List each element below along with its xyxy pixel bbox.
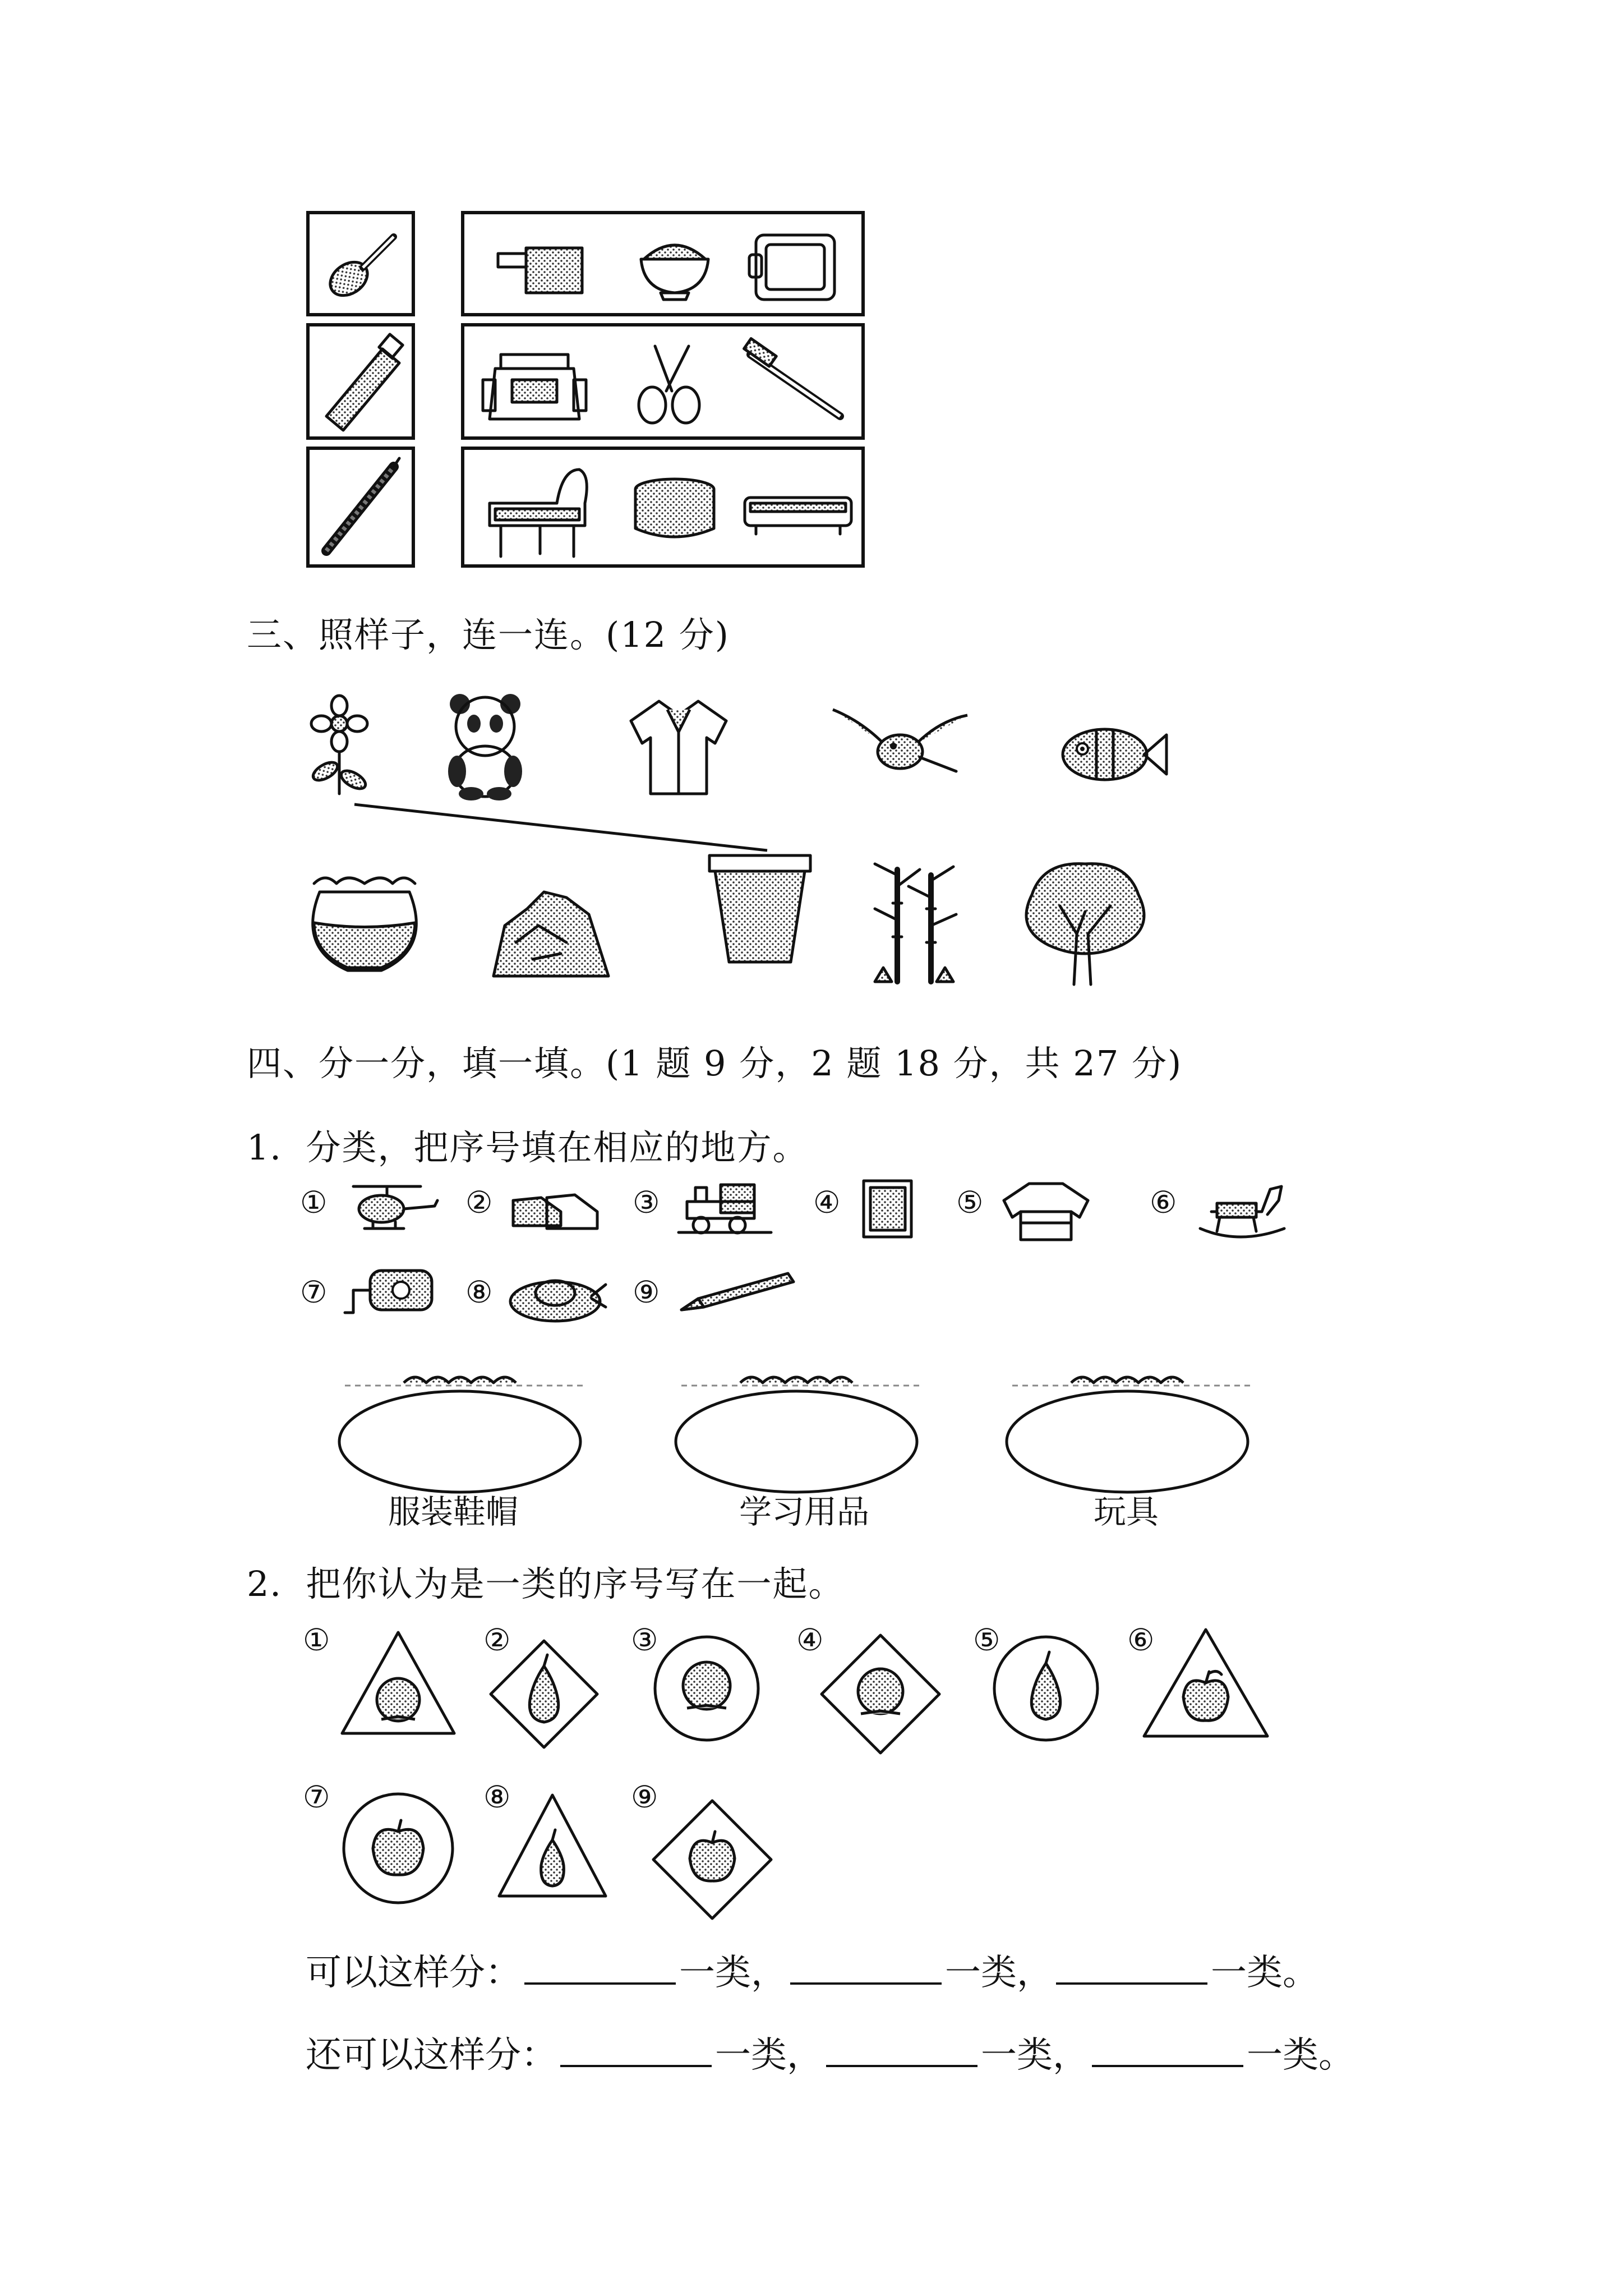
q1-item-number: ②	[465, 1185, 493, 1220]
q2-item-number: ③	[631, 1622, 658, 1658]
circle-pear-icon[interactable]	[990, 1632, 1102, 1745]
diamond-peach-icon[interactable]	[819, 1632, 942, 1756]
q2-item-number: ⑨	[631, 1779, 658, 1815]
answer-end: 一类。	[1211, 1952, 1318, 1994]
q2-item-number: ②	[483, 1622, 511, 1658]
circle-apple-icon[interactable]	[339, 1789, 457, 1907]
circle-peach-icon[interactable]	[651, 1632, 763, 1745]
diamond-apple-icon[interactable]	[651, 1798, 774, 1921]
answer-blank[interactable]	[790, 1953, 942, 1985]
fishbowl-icon[interactable]	[303, 869, 426, 982]
book-icon[interactable]	[858, 1175, 920, 1243]
answer-prefix: 可以这样分：	[306, 1952, 521, 1994]
answer-blank[interactable]	[1056, 1953, 1207, 1985]
basket-label: 玩具	[1094, 1493, 1159, 1531]
rock-icon[interactable]	[482, 875, 617, 982]
shoes-icon[interactable]	[508, 1181, 603, 1237]
helicopter-icon[interactable]	[342, 1178, 443, 1240]
answer-sep: 一类，	[945, 1952, 1053, 1994]
basket-clothing[interactable]	[336, 1358, 594, 1498]
triangle-apple-icon[interactable]	[1138, 1624, 1273, 1742]
section4-title: 四、分一分，填一填。(1 题 9 分，2 题 18 分，共 27 分)	[247, 1043, 1183, 1084]
answer-prefix: 还可以这样分：	[306, 2035, 557, 2076]
q2-item-number: ⑧	[483, 1779, 511, 1815]
q1-item-number: ③	[633, 1185, 660, 1220]
basket-school-supplies[interactable]	[673, 1358, 931, 1498]
triangle-peach-icon[interactable]	[336, 1627, 460, 1739]
q1-title: 1．分类，把序号填在相应的地方。	[247, 1127, 809, 1168]
answer-blank[interactable]	[560, 2036, 712, 2067]
answer-end: 一类。	[1247, 2035, 1354, 2076]
answer-blank[interactable]	[1092, 2036, 1243, 2067]
basket-label: 服装鞋帽	[388, 1493, 519, 1531]
triangle-pear-icon[interactable]	[494, 1789, 611, 1902]
sweater-icon[interactable]	[998, 1178, 1094, 1245]
tree-icon[interactable]	[1021, 855, 1150, 990]
answer-sep: 一类，	[981, 2035, 1089, 2076]
diamond-pear-icon[interactable]	[488, 1638, 600, 1750]
q2-item-number: ①	[303, 1622, 330, 1658]
toy-train-icon[interactable]	[676, 1174, 777, 1241]
sun-hat-icon[interactable]	[508, 1265, 608, 1327]
q2-item-number: ④	[796, 1622, 824, 1658]
q1-item-number: ⑥	[1150, 1185, 1177, 1220]
q1-item-number: ⑧	[465, 1274, 493, 1310]
q2-item-number: ⑤	[973, 1622, 1000, 1658]
q1-item-number: ⑤	[956, 1185, 984, 1220]
flowerpot-icon[interactable]	[707, 850, 813, 968]
q2-item-number: ⑦	[303, 1779, 330, 1815]
q1-item-number: ①	[300, 1185, 328, 1220]
basket-label: 学习用品	[739, 1493, 870, 1531]
rocking-horse-icon[interactable]	[1195, 1172, 1290, 1245]
answer-blank[interactable]	[524, 1953, 676, 1985]
bamboo-icon[interactable]	[864, 858, 965, 987]
q2-title: 2．把你认为是一类的序号写在一起。	[247, 1563, 845, 1604]
q1-item-number: ④	[813, 1185, 841, 1220]
section3-title: 三、照样子，连一连。(12 分)	[247, 614, 730, 655]
q2-item-number: ⑥	[1127, 1622, 1155, 1658]
basket-toys[interactable]	[1004, 1358, 1262, 1498]
answer-blank[interactable]	[826, 2036, 978, 2067]
q2-answer-line-2	[306, 2026, 1354, 2078]
answer-sep: 一类，	[715, 2035, 823, 2076]
q1-item-number: ⑦	[300, 1274, 328, 1310]
answer-sep: 一类，	[679, 1952, 787, 1994]
q2-answer-line-1	[306, 1944, 1318, 1995]
q1-item-number: ⑨	[633, 1274, 660, 1310]
pencil-sharpener-icon[interactable]	[342, 1259, 437, 1327]
pencil-icon[interactable]	[676, 1268, 799, 1318]
